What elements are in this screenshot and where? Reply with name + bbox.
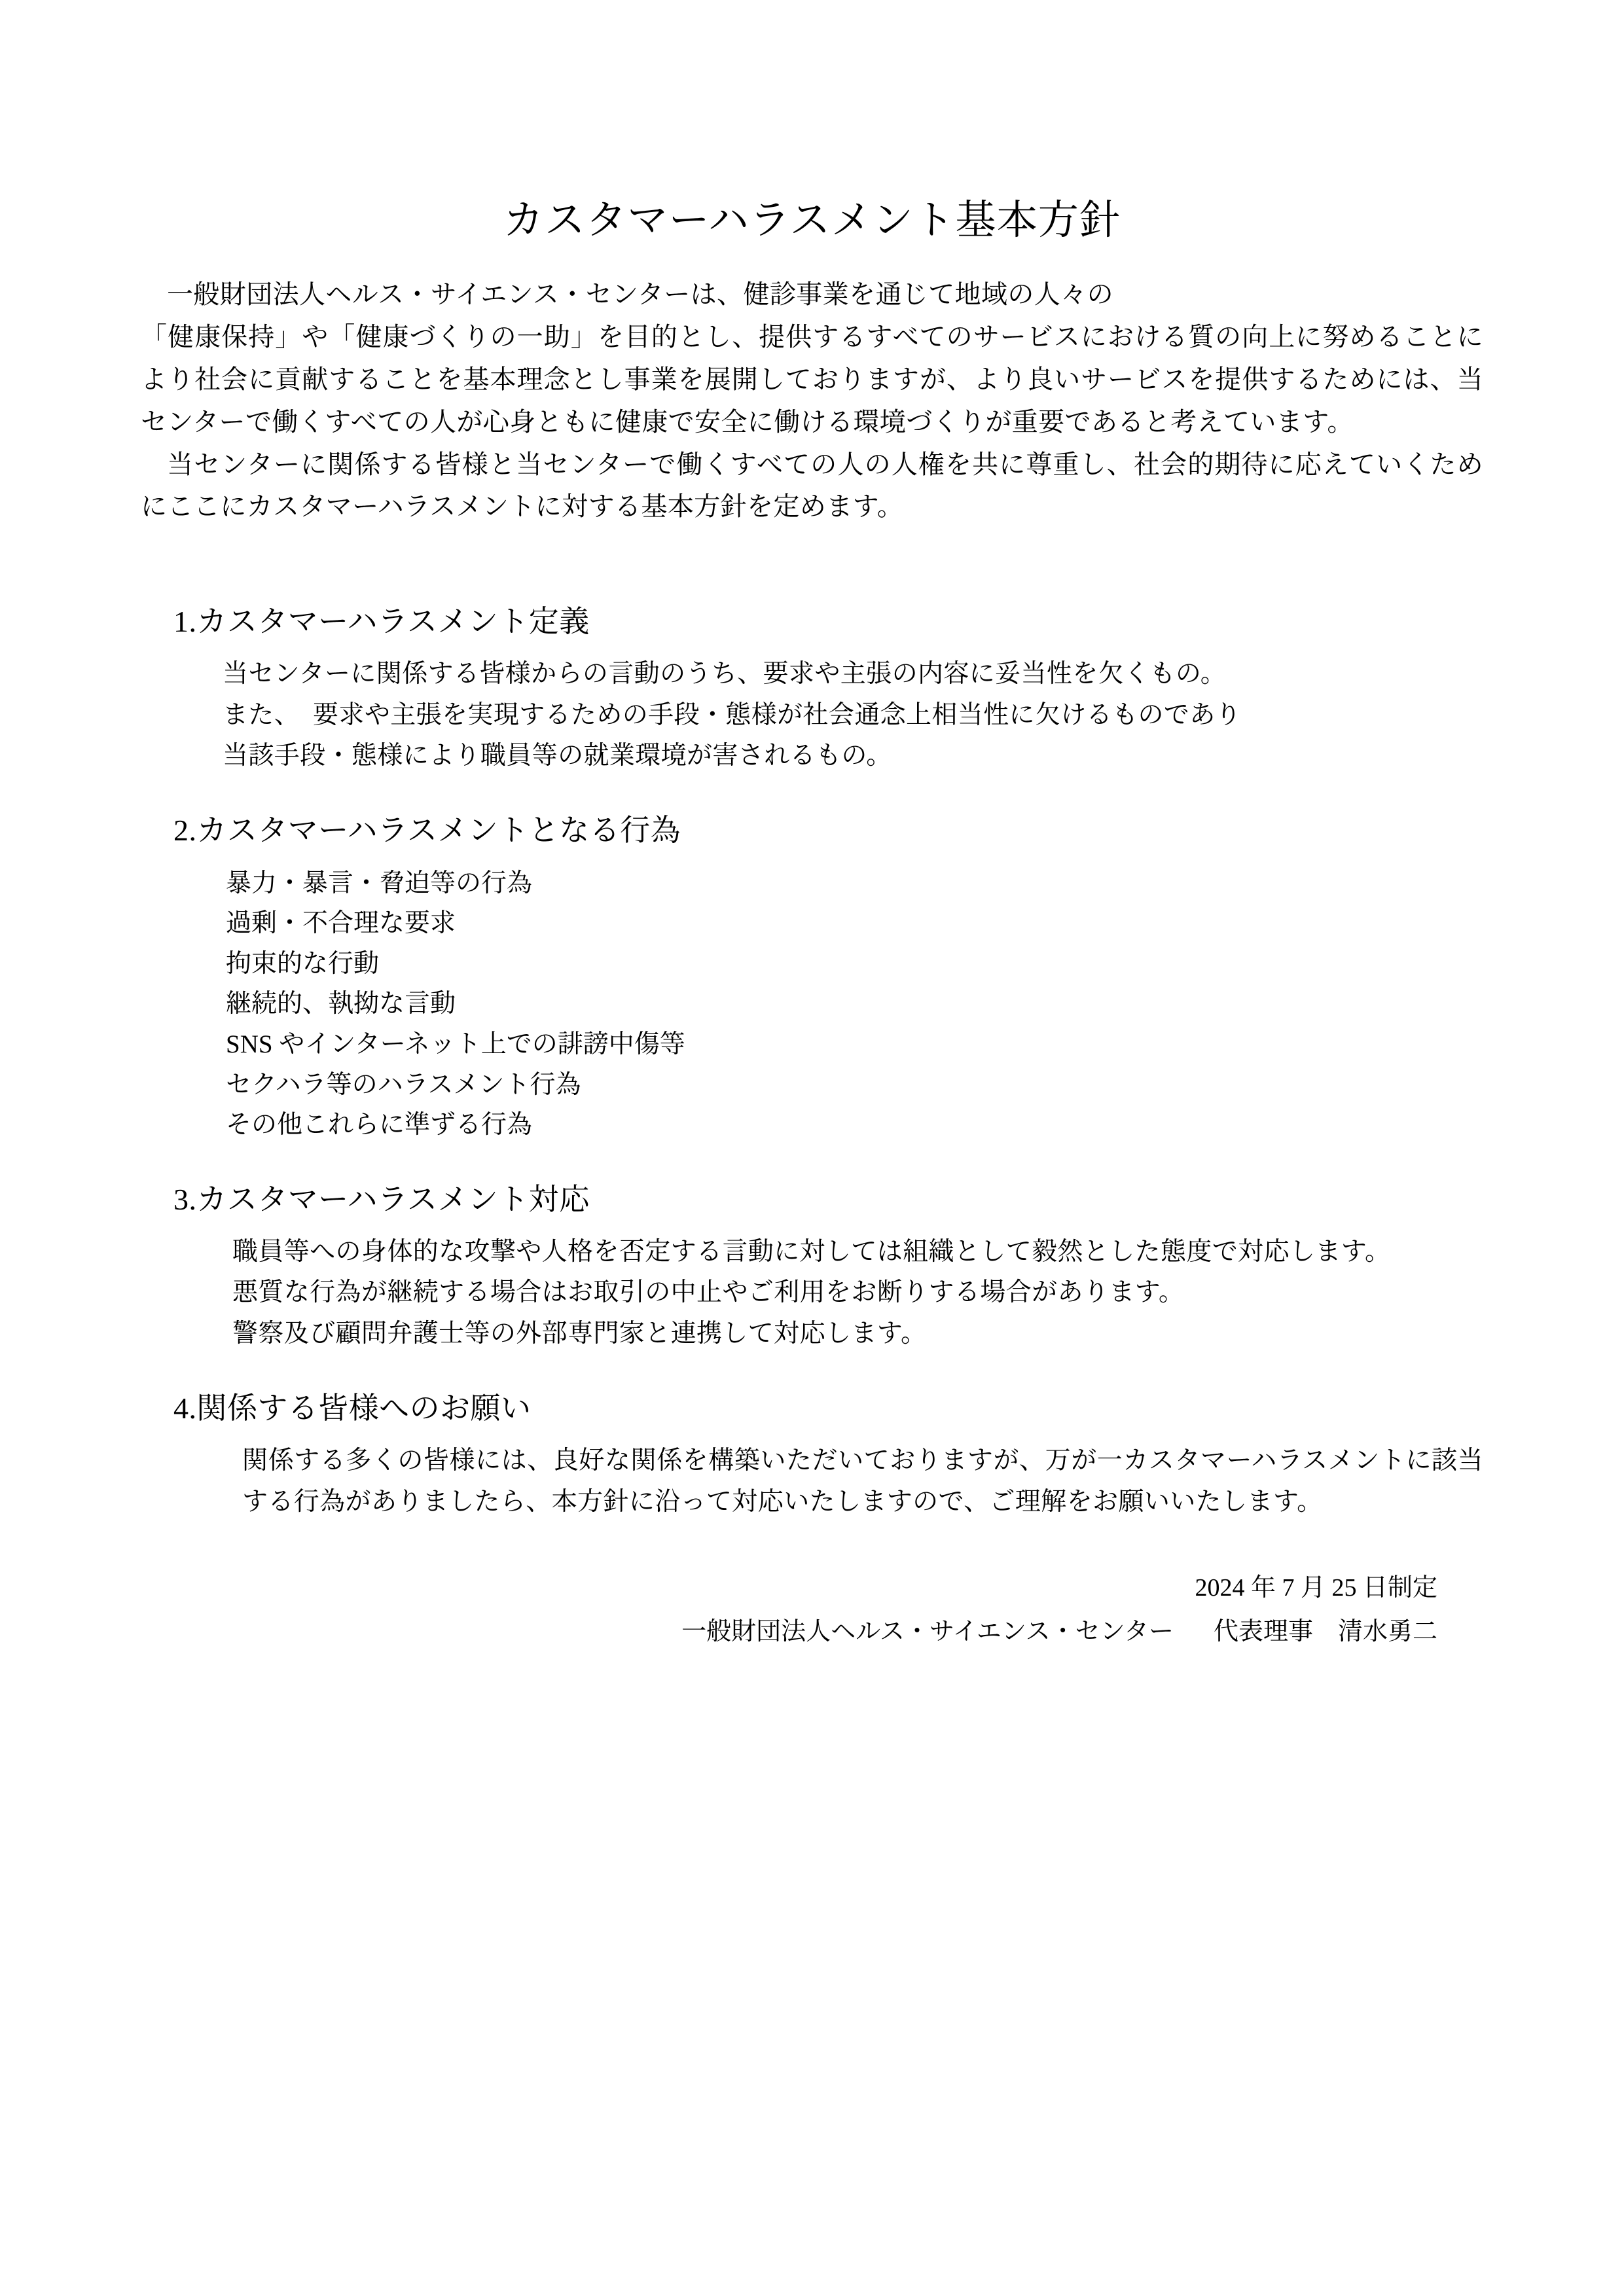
section-1 xyxy=(141,601,1483,776)
section-3-paragraph-2: 悪質な行為が継続する場合はお取引の中止やご利用をお断りする場合があります。 xyxy=(232,1278,1185,1307)
signature-name: 清水勇二 xyxy=(1337,1617,1437,1645)
list-item: 暴力・暴言・脅迫等の行為 xyxy=(226,869,533,897)
section-3-number: 3. xyxy=(173,1182,197,1216)
intro-paragraph-1: 一般財団法人ヘルス・サイエンス・センターは、健診事業を通じて地域の人々の xyxy=(167,279,1113,310)
signature-organization: 一般財団法人ヘルス・サイエンス・センター xyxy=(681,1617,1174,1645)
section-2 xyxy=(141,810,1483,1145)
signature-signer xyxy=(141,1612,1437,1652)
section-3-paragraph-3: 警察及び顧問弁護士等の外部専門家と連携して対応します。 xyxy=(232,1319,927,1348)
list-item: 拘束的な行動 xyxy=(226,949,380,978)
section-2-number: 2. xyxy=(173,814,197,848)
page-title: カスタマーハラスメント基本方針 xyxy=(503,198,1121,243)
section-1-number: 1. xyxy=(173,605,197,639)
section-3-body xyxy=(141,1232,1483,1354)
section-1-heading xyxy=(141,601,1483,642)
section-1-title: カスタマーハラスメント定義 xyxy=(196,605,590,639)
section-1-paragraph-2: また、 要求や主張を実現するための手段・態様が社会通念上相当性に欠けるものであり xyxy=(223,700,1242,729)
list-item: 過剰・不合理な要求 xyxy=(226,909,456,938)
section-2-heading xyxy=(141,810,1483,851)
intro-block xyxy=(141,274,1483,528)
section-2-title: カスタマーハラスメントとなる行為 xyxy=(196,814,681,848)
signature-role: 代表理事 xyxy=(1213,1617,1313,1645)
section-1-body xyxy=(141,654,1483,776)
signature-date: 2024 年 7 月 25 日制定 xyxy=(1195,1573,1437,1602)
section-1-paragraph-1: 当センターに関係する皆様からの言動のうち、要求や主張の内容に妥当性を欠くもの。 xyxy=(223,660,1227,689)
section-4-heading xyxy=(141,1388,1483,1429)
intro-paragraph-2: 「健康保持」や「健康づくりの一助」を目的とし、提供するすべてのサービスにおける質の向上に努めることにより社会に貢献することを基本理念とし事業を展開しておりますが、より良いサービスを提供するためには、当センターで働くすべての人が心身ともに健康で安全に働ける環境づくりが重要であると考えています。 xyxy=(141,322,1483,437)
section-3-heading xyxy=(141,1179,1483,1220)
list-item: 継続的、執拗な言動 xyxy=(226,990,456,1018)
list-item: セクハラ等のハラスメント行為 xyxy=(226,1070,581,1099)
section-3 xyxy=(141,1179,1483,1354)
section-1-paragraph-3: 当該手段・態様により職員等の就業環境が害されるもの。 xyxy=(223,742,892,770)
sections-container xyxy=(141,601,1483,1522)
section-4 xyxy=(141,1388,1483,1522)
intro-paragraph-3: 当センターに関係する皆様と当センターで働くすべての人の人権を共に尊重し、社会的期待に応えていくためにここにカスタマーハラスメントに対する基本方針を定めます。 xyxy=(141,449,1483,522)
section-4-number: 4. xyxy=(173,1391,197,1426)
list-item: その他これらに準ずる行為 xyxy=(226,1111,533,1139)
section-4-paragraph-1: 関係する多くの皆様には、良好な関係を構築いただいておりますが、万が一カスタマーハラスメントに該当する行為がありましたら、本方針に沿って対応いたしますので、ご理解をお願いいたします。 xyxy=(242,1446,1483,1516)
signature-block xyxy=(141,1568,1483,1652)
section-4-body xyxy=(141,1441,1483,1522)
section-3-paragraph-1: 職員等への身体的な攻撃や人格を否定する言動に対しては組織として毅然とした態度で対応します。 xyxy=(232,1237,1391,1266)
section-3-title: カスタマーハラスメント対応 xyxy=(196,1182,590,1216)
section-4-title: 関係する皆様へのお願い xyxy=(196,1391,532,1426)
list-item: SNS やインターネット上での誹謗中傷等 xyxy=(226,1030,685,1058)
section-2-list xyxy=(141,863,1483,1145)
